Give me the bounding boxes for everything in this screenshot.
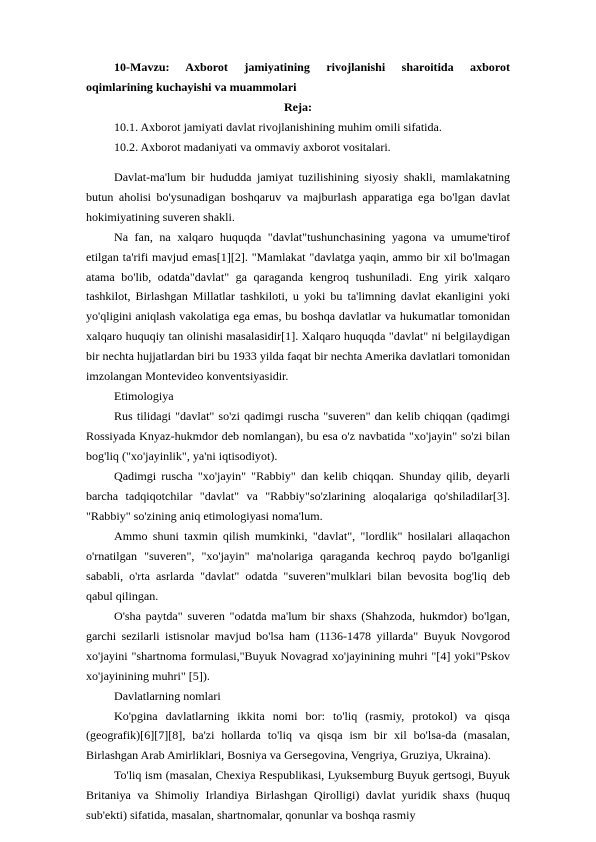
document-page [86,58,510,826]
document-title: 10-Mavzu: Axborot jamiyatining rivojlanishi sharoitida axborot oqimlarining kuchayishi va muammolari [86,60,510,94]
section-heading-state-names: Davlatlarning nomlari [114,688,221,703]
plan-item-1: 10.1. Axborot jamiyati davlat rivojlanishining muhim omili sifatida. [114,119,442,134]
paragraph-state-names-1: Ko'pgina davlatlarning ikkita nomi bor: to'liq (rasmiy, protokol) va qisqa (geografik)[6][7][8], ba'zi hollarda to'liq va qisqa ism bir xil bo'lsa-da (masalan, Birlashgan Arab Amirliklari, Bosniya va Gersegovina, Vengriya, Gruziya, Ukraina). [86,708,510,763]
paragraph-etymology-2: Qadimgi ruscha "xo'jayin" "Rabbiy" dan kelib chiqqan. Shunday qilib, deyarli barcha tadqiqotchilar "davlat" va "Rabbiy"so'zlarining aloqalariga qo'shiladilar[3]. "Rabbiy" so'zining aniq etimologiyasi noma'lum. [86,469,510,523]
paragraph-state-names-2: To'liq ism (masalan, Chexiya Respublikasi, Lyuksemburg Buyuk gertsogi, Buyuk Britaniya va Shimoliy Irlandiya Birlashgan Qirolligi) davlat yuridik shaxs (huquq sub'ekti) sifatida, masalan, shartnomalar, qonunlar va boshqa rasmiy [86,768,510,823]
paragraph-international-law: Na fan, na xalqaro huquqda "davlat"tushunchasining yagona va umume'tirof etilgan ta'rifi mavjud emas[1][2]. "Mamlakat "davlatga yaqin, ammo bir xil bo'lmagan atama bo'lib, odatda"davlat" ga qaraganda kengroq tushuniladi. Eng yirik xalqaro tashkilot, Birlashgan Millatlar tashkiloti, u yoki bu ta'limning davlat ekanligini yoki yo'qligini aniqlash vakolatiga ega emas, bu boshqa davlatlar va hukumatlar tomonidan xalqaro huquqiy tan olinishi masalasidir[1]. Xalqaro huquqda "davlat" ni belgilaydigan bir nechta hujjatlardan biri bu 1933 yilda faqat bir nechta Amerika davlatlari tomonidan imzolangan Montevideo konventsiyasidir. [86,229,510,384]
spacer [86,158,510,168]
plan-item-2: 10.2. Axborot madaniyati va ommaviy axborot vositalari. [114,139,391,154]
section-heading-etymology: Etimologiya [114,389,174,404]
paragraph-etymology-1: Rus tilidagi "davlat" so'zi qadimgi ruscha "suveren" dan kelib chiqqan (qadimgi Rossiyada Knyaz-hukmdor deb nomlangan), bu esa o'z navbatida "xo'jayin" so'zi bilan bog'liq ("xo'jayinlik", ya'ni iqtisodiyot). [86,409,510,464]
paragraph-etymology-3: Ammo shuni taxmin qilish mumkinki, "davlat", "lordlik" hosilalari allaqachon o'rnatilgan "suveren", "xo'jayin" ma'nolariga qaraganda kechroq paydo bo'lganligi sababli, o'rta asrlarda "davlat" odatda "suveren"mulklari bilan bevosita bog'liq deb qabul qilingan. [86,528,510,603]
paragraph-etymology-4: O'sha paytda" suveren "odatda ma'lum bir shaxs (Shahzoda, hukmdor) bo'lgan, garchi sezilarli istisnolar mavjud bo'lsa ham (1136-1478 yillarda" Buyuk Novgorod xo'jayini "shartnoma formulasi,"Buyuk Novagrad xo'jayinining muhri "[4] yoki"Pskov xo'jayinining muhri" [5]). [86,608,510,683]
plan-heading: Reja: [283,99,313,114]
paragraph-definition: Davlat-ma'lum bir hududda jamiyat tuzilishining siyosiy shakli, mamlakatning butun aholisi bo'ysunadigan boshqaruv va majburlash apparatiga ega bo'lgan davlat hokimiyatining suveren shakli. [86,169,510,224]
